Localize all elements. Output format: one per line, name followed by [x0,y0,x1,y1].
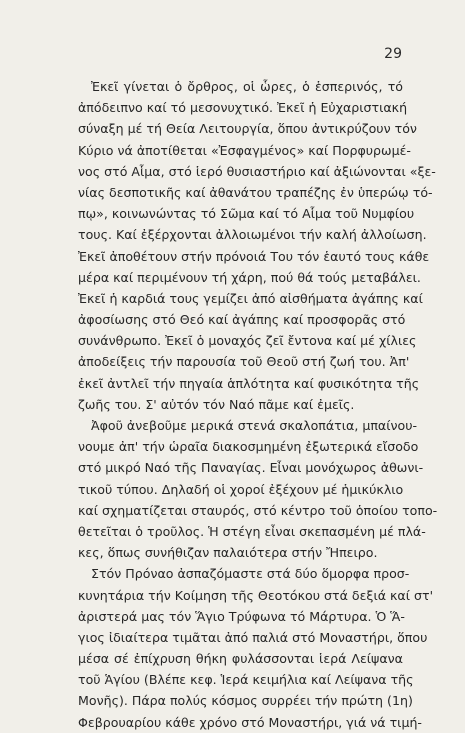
page-number: 29 [384,46,402,62]
text-line: ἀριστερά μας τόν Ἅγιο Τρύφωνα τό Μάρτυρα. Ὁ Ἅ- [78,608,405,624]
text-line: τοῦ Ἁγίου (Βλέπε κεφ. Ἱερά κειμήλια καί Λείψανα τῆς [78,672,414,688]
text-line: Φεβρουαρίου κάθε χρόνο στό Μοναστήρι, γιά νά τιμή- [78,714,422,730]
text-line: πῳ», κοινωνώντας τό Σῶμα καί τό Αἷμα τοῦ Νυμφίου [78,206,415,222]
text-line: κυνητάρια τήν Κοίμηση τῆς Θεοτόκου στά δεξιά καί στ' [78,587,434,603]
text-line: τους. Καί ἐξέρχονται ἀλλοιωμένοι τήν καλή ἀλλοίωση. [78,227,427,243]
text-line: θετεῖται ὁ τροῦλος. Ἡ στέγη εἶναι σκεπασμένη μέ πλά- [78,523,426,539]
text-line: Ἐκεῖ ἀποθέτουν στήν πρόνοιά Του τόν ἑαυτό τους κάθε [78,248,430,264]
text-line: νος στό Αἷμα, στό ἱερό θυσιαστήριο καί ἀξιώνονται «ξε- [78,163,436,179]
text-line: ζωῆς του. Σ' αὐτόν τόν Ναό πᾶμε καί ἐμεῖς. [78,396,355,412]
text-line: Ἐκεῖ ἡ καρδιά τους γεμίζει ἀπό αἰσθήματα ἀγάπης καί [78,290,423,306]
text-line: μέσα σέ ἐπίχρυση θήκη φυλάσσονται ἱερά Λείψανα [78,651,403,667]
text-line: Στόν Πρόναο ἀσπαζόμαστε στά δύο ὅμορφα προσ- [91,566,410,582]
text-line: ἀποδείξεις τήν παρουσία τοῦ Θεοῦ στή ζωή του. Ἀπ' [78,354,410,370]
text-line: ἀπόδειπνο καί τό μεσονυχτικό. Ἐκεῖ ἡ Εὐχαριστιακή [78,100,408,116]
text-line: Ἀφοῦ ἀνεβοῦμε μερικά στενά σκαλοπάτια, μπαίνου- [91,418,418,433]
text-line: Μονῆς). Πάρα πολύς κόσμος συρρέει τήν πρώτη (1η) [78,693,413,709]
body-text [78,76,438,733]
text-line: νίας δεσποτικῆς καί ἀθανάτου τραπέζης ἐν ὑπερώῳ τό- [78,184,433,200]
text-line: σύναξη μέ τή Θεία Λειτουργία, ὅπου ἀντικρύζουν τόν [78,121,417,137]
text-line: ἐκεῖ ἀντλεῖ τήν πηγαία ἁπλότητα καί φυσικότητα τῆς [78,375,420,391]
text-line: μέρα καί περιμένουν τή χάρη, πού θά τούς μεταβάλει. [78,269,421,285]
text-line: Κύριο νά ἀποτίθεται «Ἐσφαγμένος» καί Πορφυρωμέ- [78,142,411,158]
text-line: κες, ὅπως συνήθιζαν παλαιότερα στήν Ἤπειρο. [78,545,378,561]
text-line: γιος ἰδιαίτερα τιμᾶται ἀπό παλιά στό Μοναστήρι, ὅπου [78,629,428,645]
text-line: Ἐκεῖ γίνεται ὁ ὄρθρος, οἱ ὧρες, ὁ ἑσπερινός, τό [91,79,403,94]
text-line: στό μικρό Ναό τῆς Παναγίας. Εἶναι μονόχωρος ἀθωνι- [78,460,424,476]
text-line: καί σχηματίζεται σταυρός, στό κέντρο τοῦ ὁποίου τοπο- [78,502,438,518]
text-line: νουμε ἀπ' τήν ὡραῖα διακοσμημένη ἐξωτερικά εἴσοδο [78,439,419,455]
text-line: ἀφοσίωσης στό Θεό καί ἀγάπης καί προσφορᾶς στό [78,312,406,328]
text-line: συνάνθρωπο. Ἐκεῖ ὁ μοναχός ζεῖ ἔντονα καί μέ χίλιες [78,333,417,349]
text-line: τικοῦ τύπου. Δηλαδή οἱ χοροί ἐξέχουν μέ ἡμικύκλιο [78,481,404,497]
